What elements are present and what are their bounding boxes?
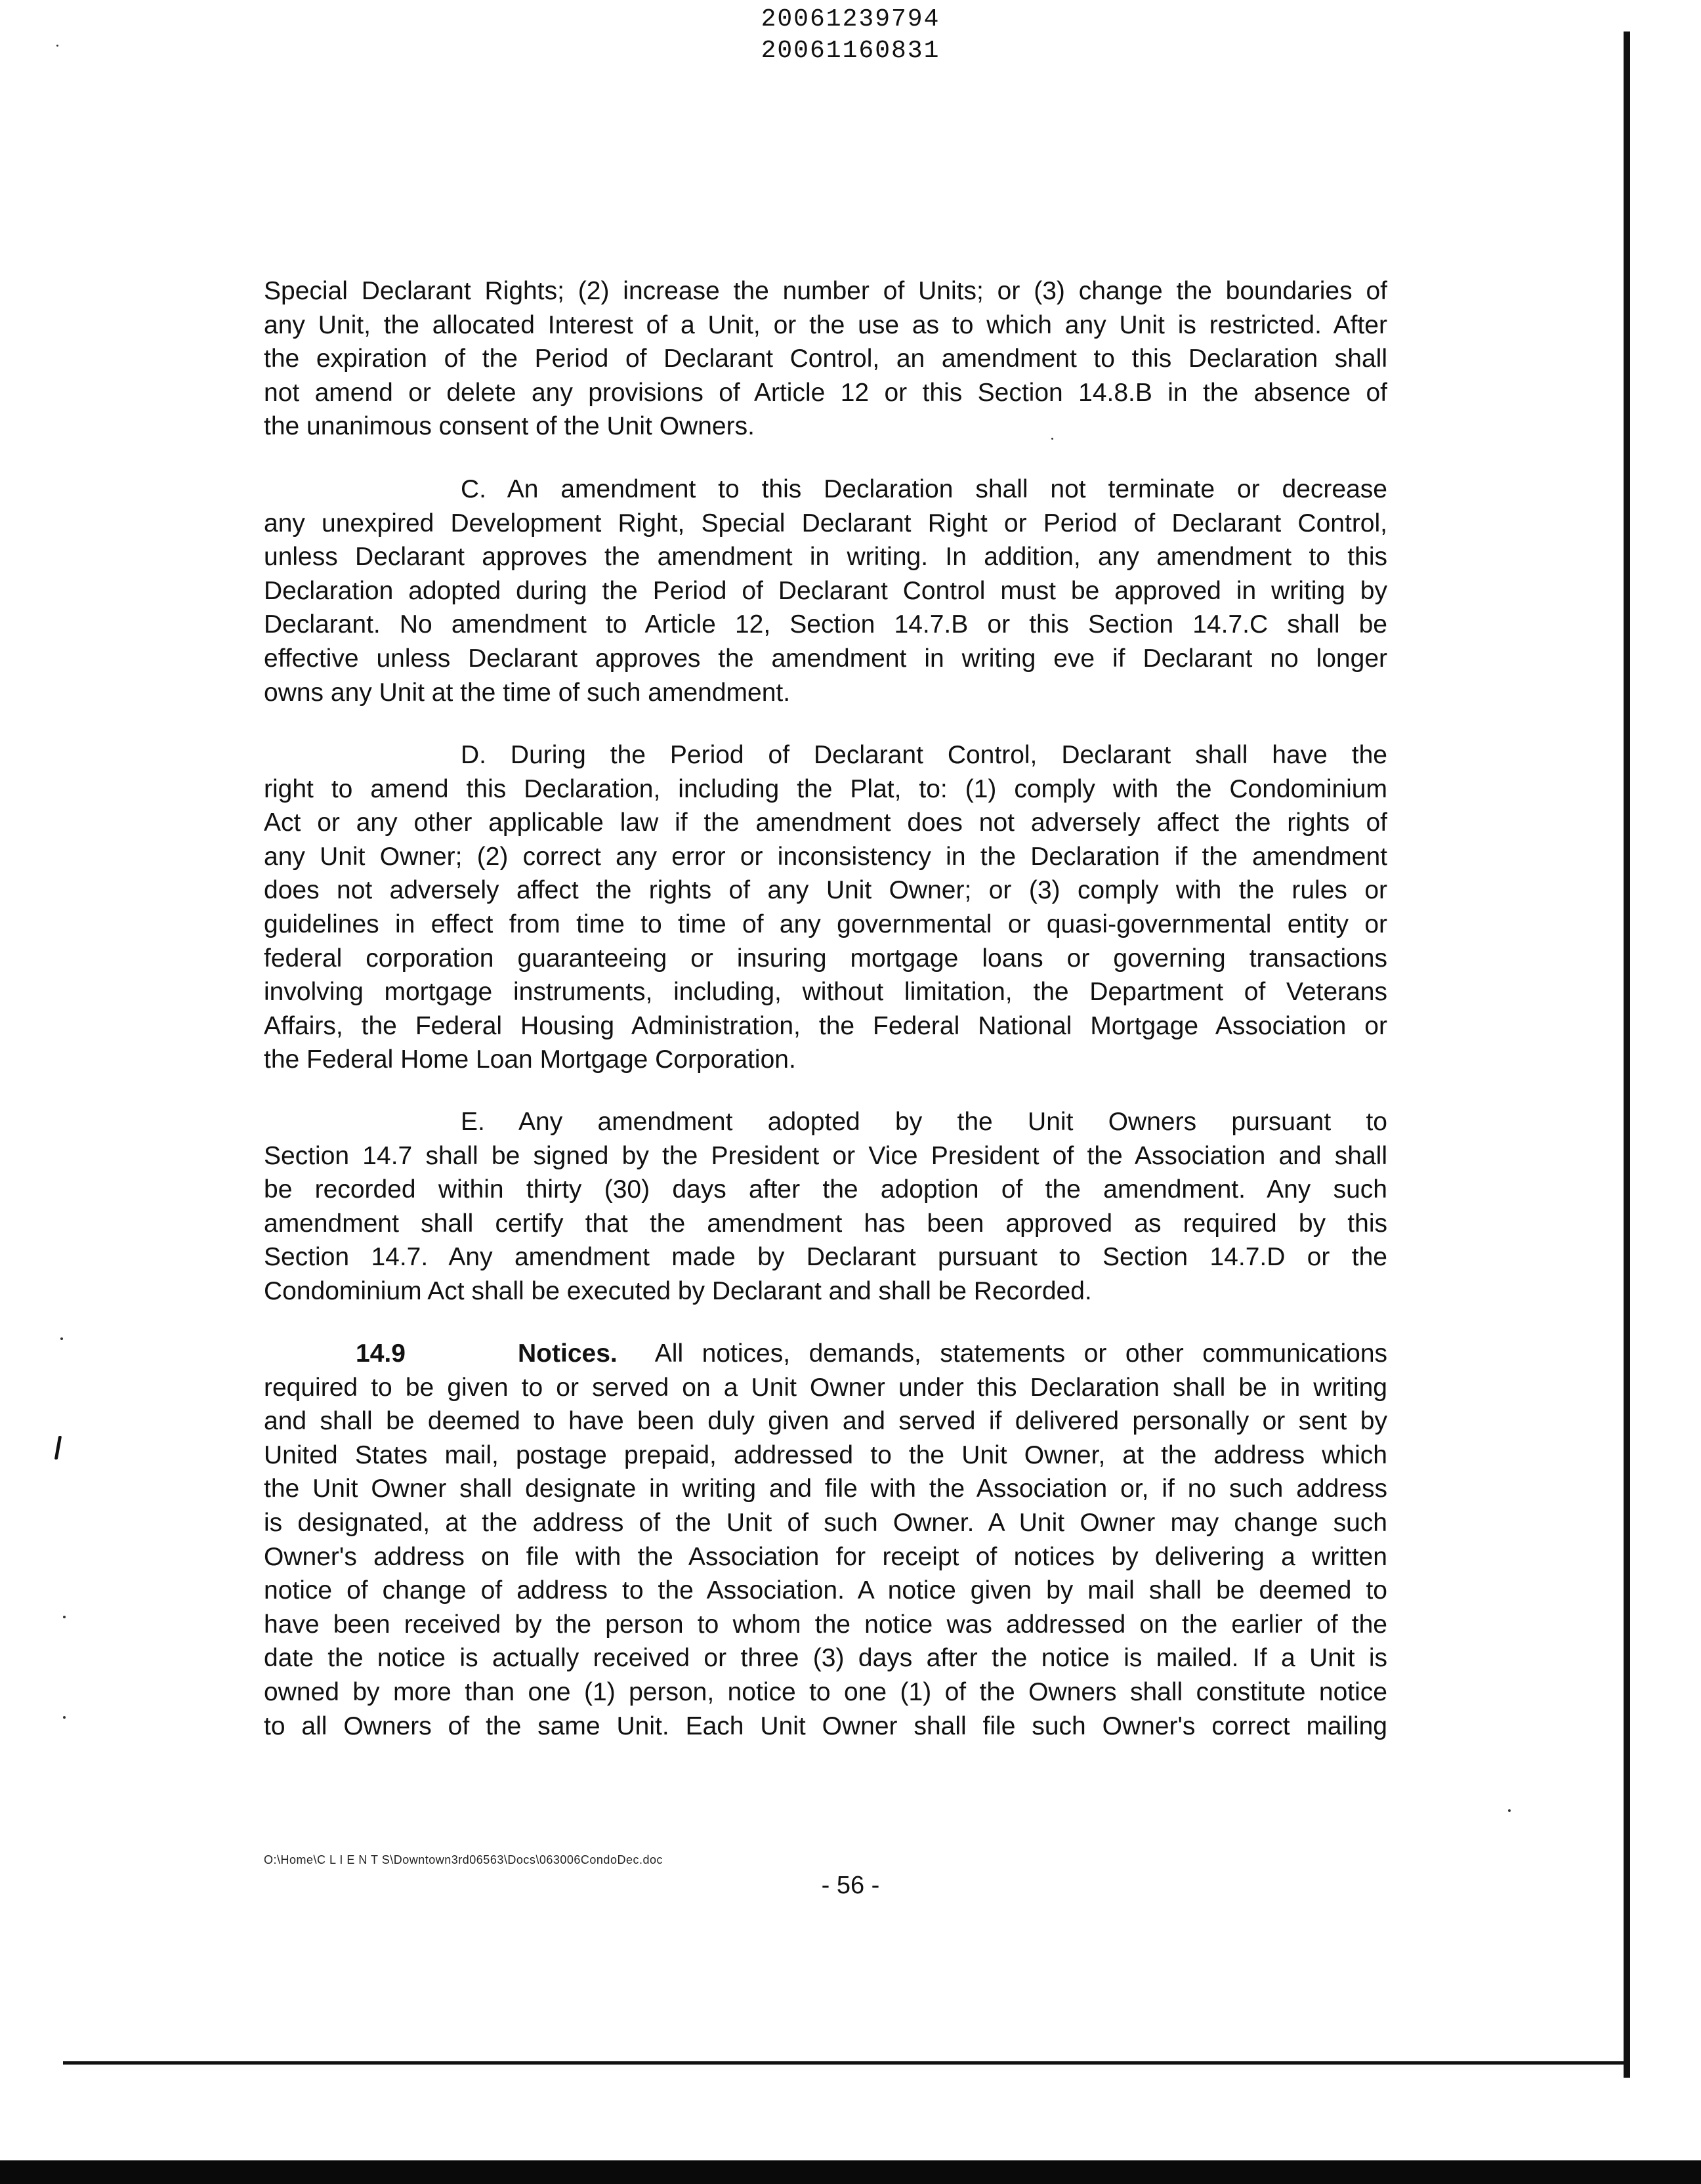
scan-border-right	[1624, 32, 1630, 2078]
section-number: 14.9	[356, 1339, 406, 1368]
footer-file-path: O:\Home\C L I E N T S\Downtown3rd06563\Docs\063006CondoDec.doc	[264, 1853, 663, 1866]
text-line: is designated, at the address of the Unit of such Owner. A Unit Owner may change such	[264, 1508, 1387, 1537]
text-line: notice of change of address to the Association. A notice given by mail shall be deemed to	[264, 1576, 1387, 1605]
text-line-content: C. An amendment to this Declaration shall not terminate or decrease	[461, 475, 1387, 503]
text-line: right to amend this Declaration, including the Plat, to: (1) comply with the Condominium	[264, 774, 1387, 803]
text-line: the unanimous consent of the Unit Owners.	[264, 412, 755, 441]
text-line: Act or any other applicable law if the amendment does not adversely affect the rights of	[264, 808, 1387, 837]
text-line: Special Declarant Rights; (2) increase the number of Units; or (3) change the boundaries of	[264, 277, 1387, 305]
text-line	[264, 1105, 1387, 1139]
text-line: Owner's address on file with the Association for receipt of notices by delivering a written	[264, 1542, 1387, 1571]
scan-speck	[1508, 1809, 1511, 1812]
text-line: does not adversely affect the rights of any Unit Owner; or (3) comply with the rules or	[264, 876, 1387, 905]
text-line: unless Declarant approves the amendment in writing. In addition, any amendment to this	[264, 543, 1387, 572]
text-line	[264, 738, 1387, 772]
paragraph-e	[264, 1105, 1387, 1309]
text-line: be recorded within thirty (30) days after the adoption of the amendment. Any such	[264, 1175, 1387, 1204]
recording-number-1: 20061239794	[761, 5, 940, 33]
scan-speck	[54, 1436, 62, 1460]
text-line: to all Owners of the same Unit. Each Unit Owner shall file such Owner's correct mailing	[264, 1712, 1387, 1740]
text-line	[264, 472, 1387, 507]
text-line: the expiration of the Period of Declarant Control, an amendment to this Declaration shall	[264, 345, 1387, 373]
text-line: Condominium Act shall be executed by Declarant and shall be Recorded.	[264, 1276, 1092, 1305]
text-line: Affairs, the Federal Housing Administration, the Federal National Mortgage Association or	[264, 1011, 1387, 1040]
scan-speck	[63, 1616, 66, 1618]
text-line: any Unit, the allocated Interest of a Unit, or the use as to which any Unit is restricted. After	[264, 310, 1387, 339]
text-line: amendment shall certify that the amendment has been approved as required by this	[264, 1209, 1387, 1238]
text-line: Section 14.7 shall be signed by the President or Vice President of the Association and shall	[264, 1141, 1387, 1170]
paragraph-c	[264, 472, 1387, 709]
scan-edge-bottom	[0, 2160, 1701, 2184]
section-heading: Notices.	[518, 1339, 618, 1368]
section-14-9-notices	[264, 1337, 1387, 1743]
recording-number-2: 20061160831	[761, 37, 940, 65]
text-line-content: All notices, demands, statements or other communications	[654, 1339, 1388, 1368]
scan-speck	[56, 45, 58, 47]
text-line: federal corporation guaranteeing or insuring mortgage loans or governing transactions	[264, 944, 1387, 973]
text-line: United States mail, postage prepaid, addressed to the Unit Owner, at the address which	[264, 1440, 1387, 1469]
text-line: not amend or delete any provisions of Article 12 or this Section 14.8.B in the absence of	[264, 378, 1387, 407]
text-line: owns any Unit at the time of such amendment.	[264, 678, 791, 707]
page-number: - 56 -	[821, 1872, 880, 1899]
text-line: any unexpired Development Right, Special Declarant Right or Period of Declarant Control,	[264, 509, 1387, 537]
text-line: required to be given to or served on a Unit Owner under this Declaration shall be in writing	[264, 1373, 1387, 1402]
text-line: guidelines in effect from time to time of any governmental or quasi-governmental entity or	[264, 910, 1387, 938]
scan-speck	[60, 1337, 63, 1340]
text-line: the Federal Home Loan Mortgage Corporation.	[264, 1045, 796, 1074]
text-line-content: E. Any amendment adopted by the Unit Owners pursuant to	[461, 1108, 1387, 1136]
text-line-content: D. During the Period of Declarant Control, Declarant shall have the	[461, 741, 1387, 769]
scan-speck	[63, 1716, 66, 1719]
text-line: Declaration adopted during the Period of Declarant Control must be approved in writing by	[264, 576, 1387, 605]
scan-speck	[1051, 438, 1053, 440]
text-line: have been received by the person to whom the notice was addressed on the earlier of the	[264, 1610, 1387, 1639]
text-line	[264, 1337, 1387, 1371]
text-line: involving mortgage instruments, including, without limitation, the Department of Veterans	[264, 978, 1387, 1007]
text-line: owned by more than one (1) person, notice to one (1) of the Owners shall constitute notice	[264, 1677, 1387, 1706]
text-line: Section 14.7. Any amendment made by Declarant pursuant to Section 14.7.D or the	[264, 1243, 1387, 1272]
text-line: date the notice is actually received or three (3) days after the notice is mailed. If a Unit is	[264, 1644, 1387, 1673]
paragraph-d	[264, 738, 1387, 1077]
text-line: Declarant. No amendment to Article 12, Section 14.7.B or this Section 14.7.C shall be	[264, 610, 1387, 639]
text-line: and shall be deemed to have been duly given and served if delivered personally or sent by	[264, 1407, 1387, 1436]
scan-border-bottom	[63, 2061, 1630, 2065]
text-line: effective unless Declarant approves the amendment in writing eve if Declarant no longer	[264, 644, 1387, 673]
text-line: the Unit Owner shall designate in writing and file with the Association or, if no such address	[264, 1475, 1387, 1503]
paragraph-b-continuation	[264, 274, 1387, 444]
text-line: any Unit Owner; (2) correct any error or inconsistency in the Declaration if the amendment	[264, 842, 1387, 871]
